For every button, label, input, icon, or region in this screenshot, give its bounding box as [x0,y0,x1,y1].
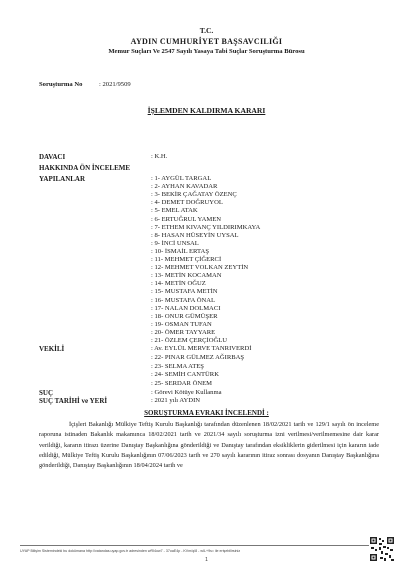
case-number-label: Soruşturma No [39,81,83,88]
person-name: : 9- İNCİ UNSAL [151,239,199,247]
header-bureau: Memur Suçları Ve 2547 Sayılı Yasaya Tabi Suçlar Soruşturma Bürosu [108,48,305,55]
footer-text: UYAP Bilişim Sistemindeki bu dokümana http://vatandas.uyap.gov.tr adresinden wRI4ow7 - 37oaE4p - KVm/q/8 - wIL+9s= ile erişebilirsiniz [20,549,241,553]
person-name: : 3- BEKİR ÇAĞATAY ÖZENÇ [151,191,237,199]
attorney-name: : 22- PINAR GÜLMEZ AĞIRBAŞ [151,353,245,361]
attorney-name: : 23- SELMA ATEŞ [151,362,204,370]
person-name: : 18- ONUR GÜMÜŞER [151,312,218,320]
person-name: : 2- AYHAN KAVADAR [151,183,218,191]
davaci-label: DAVACI [39,153,66,161]
case-number [39,81,131,88]
person-name: : 6- ERTUĞRUL YAMEN [151,215,221,223]
person-name: : 7- ETHEM KIVANÇ YILDIRIMKAYA [151,223,261,231]
vekili-label: VEKİLİ [39,345,65,353]
hakkinda-label: HAKKINDA ÖN İNCELEME [39,164,131,172]
suc-tarihi-value: : 2021 yılı AYDIN [151,397,201,404]
document-title: İŞLEMDEN KALDIRMA KARARI [147,106,266,115]
case-number-value: : 2021/9509 [99,81,131,88]
attorney-name: : 25- SERDAR ÖNEM [151,380,212,388]
page-number: 1 [205,557,208,563]
body-paragraph: İçişleri Bakanlığı Mülkiye Teftiş Kurulu Başkanlığı tarafından düzenlenen 18/02/2021 tarih ve 129/1 sayılı ön inceleme raporuna istinaden Bakanlık makamınca 18/02/2021 tarih ve 2021/34 sayılı soruşturma izni verilmesi/verilmemesine dair karar verildiği, kararın itirazı üzerine Danıştay Başkanlığına gönderildiği ve Danıştay tarafından eksikliklerin giderilmesi için kararın iade edildiği, Mülkiye Teftiş Kurulu Başkanlığının 07/06/2023 tarih ve 270 sayılı kararının itiraz sonrası dosyanın Danıştay Başkanlığına gönderildiği, Danıştay Başkanlığının 18/04/2024 tarih ve [39,421,379,470]
person-name: : 10- İSMAİL ERTAŞ [151,247,209,255]
person-name: : 17- NALAN DOLMACI [151,304,221,312]
suc-label: SUÇ [39,389,54,397]
attorney-name: : Av. EYLÜL MERVE TANRIVERDİ [151,345,252,352]
davaci-value: : K.H. [151,153,168,160]
person-name: : 4- DEMET DOĞRUYOL [151,199,223,207]
suc-value: : Görevi Kötüye Kullanma [151,389,222,396]
person-name: : 20- ÖMER TAYYARE [151,328,216,336]
person-name: : 14- METİN OĞUZ [151,280,206,288]
person-name: : 8- HASAN HÜSEYİN UYSAL [151,231,239,239]
qr-code-icon [369,536,395,562]
person-name: : 15- MUSTAFA METİN [151,288,218,296]
header-tc: T.C. [199,26,214,35]
yapilanlar-label: YAPILANLAR [39,175,86,183]
person-name: : 12- MEHMET VOLKAN ZEYTİN [151,264,249,272]
section-title: SORUŞTURMA EVRAKI İNCELENDİ : [144,409,269,417]
person-name: : 13- METİN KOCAMAN [151,272,222,280]
person-name: : 11- MEHMET ÇİĞERCİ [151,256,222,263]
attorney-name: : 24- SEMİH CANTÜRK [151,371,219,379]
suc-tarihi-label: SUÇ TARİHİ ve YERİ [39,397,108,405]
person-name: : 1- AYGÜL TARGAL [151,175,212,182]
person-name: : 19- OSMAN TUFAN [151,320,212,328]
person-name: : 21- ÖZLEM ÇERÇİOĞLU [151,337,228,344]
person-name: : 16- MUSTAFA ÖNAL [151,296,216,304]
person-name: : 5- EMEL ATAK [151,207,198,215]
footer-divider [20,545,380,546]
header-institution: AYDIN CUMHURİYET BAŞSAVCILIĞI [130,37,283,46]
